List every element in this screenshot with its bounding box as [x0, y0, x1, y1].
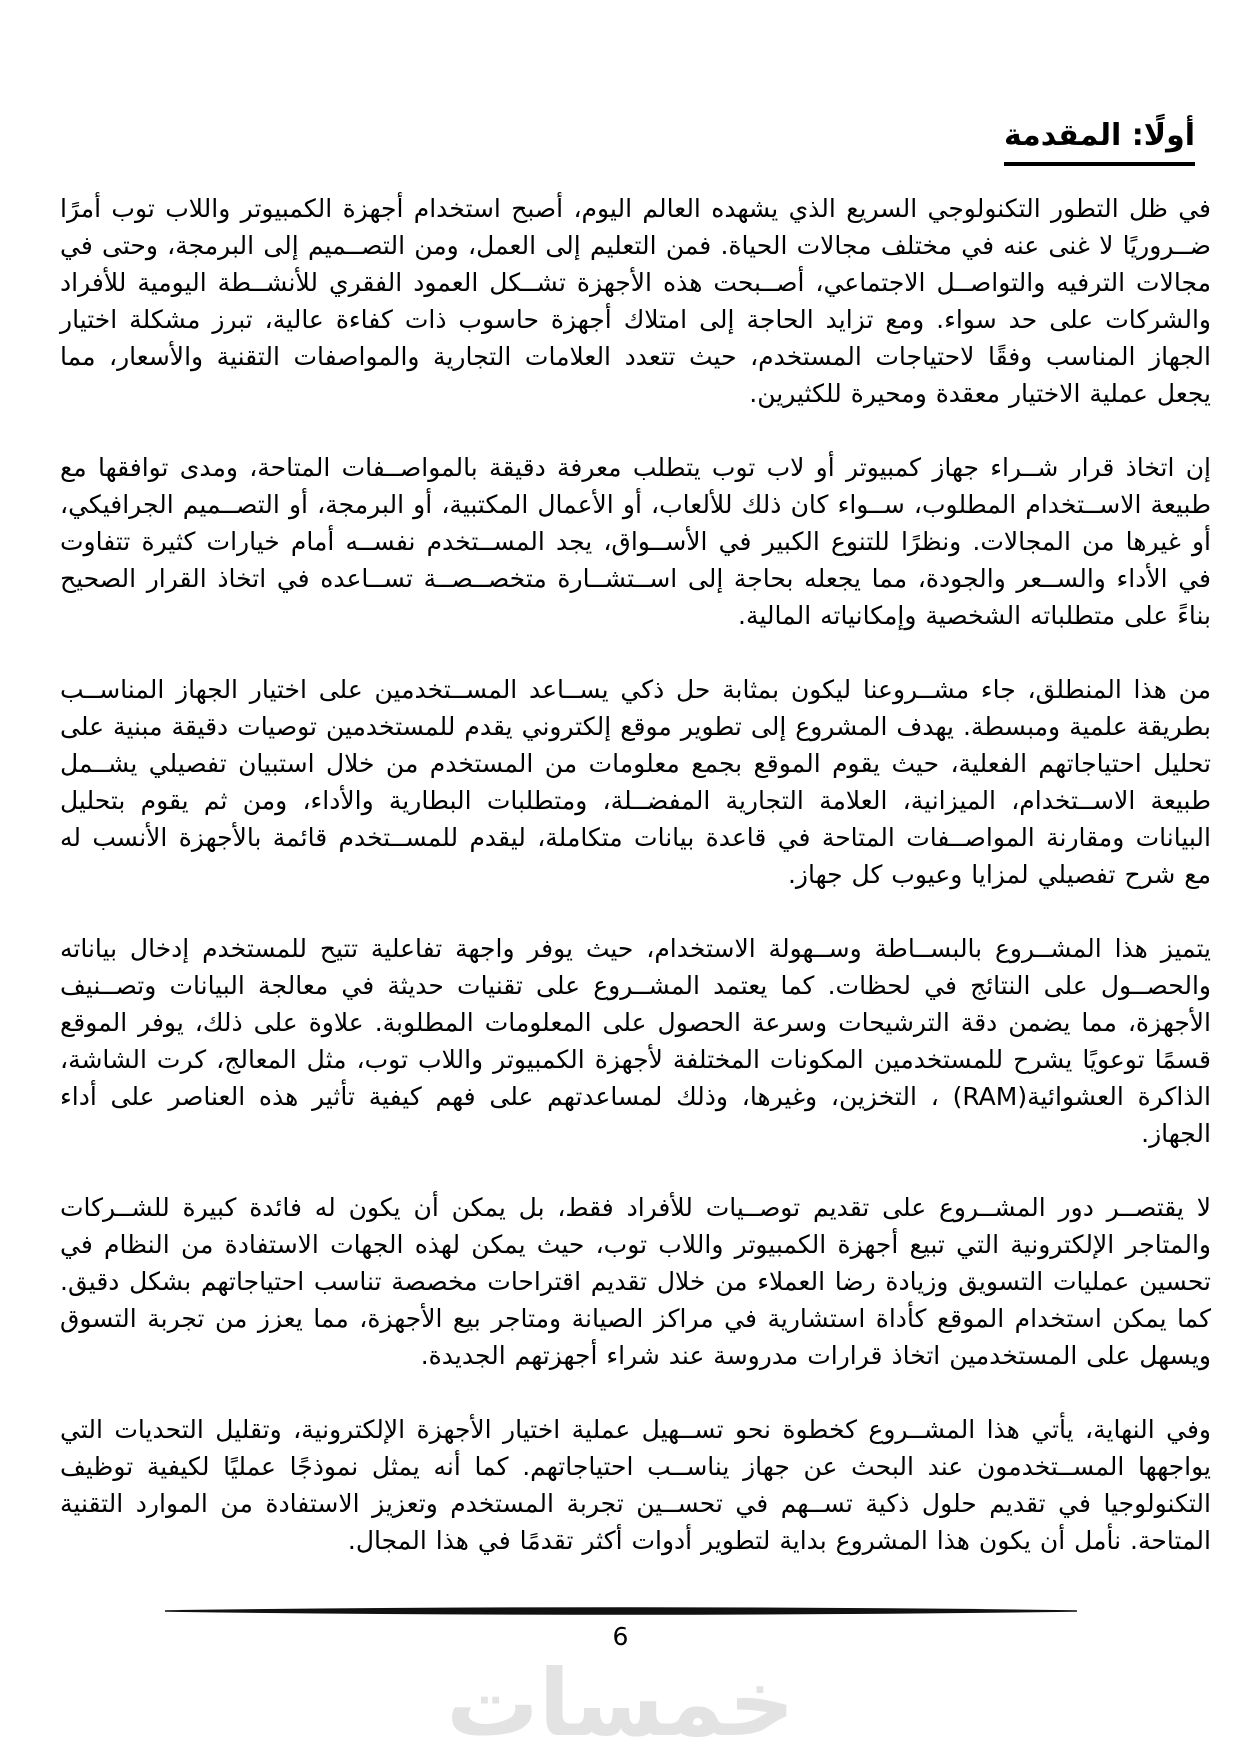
paragraph-3: من هذا المنطلق، جاء مشــروعنا ليكون بمثابة حل ذكي يســاعد المســتخدمين على اختيار الجهاز المناســب بطريقة علمية ومبسطة. يهدف المشروع إلى تطوير موقع إلكتروني يقدم للمستخدمين توصيات دقيقة مبنية على تحليل احتياجاتهم الفعلية، حيث يقوم الموقع بجمع معلومات من المستخدم من خلال استبيان تفصيلي يشــمل طبيعة الاســتخدام، الميزانية، العلامة التجارية المفضــلة، ومتطلبات البطارية والأداء، ومن ثم يقوم بتحليل البيانات ومقارنة المواصــفات المتاحة في قاعدة بيانات متكاملة، ليقدم للمســتخدم قائمة بالأجهزة الأنسب له مع شرح تفصيلي لمزايا وعيوب كل جهاز.: [60, 675, 1211, 889]
khamsat-watermark: خمسات: [446, 1650, 795, 1755]
document-body: [0, 166, 1241, 1559]
paragraph-6: وفي النهاية، يأتي هذا المشــروع كخطوة نحو تســهيل عملية اختيار الأجهزة الإلكترونية، وتقليل التحديات التي يواجهها المســتخدمون عند البحث عن جهاز يناســب احتياجاتهم. كما أنه يمثل نموذجًا عمليًا لكيفية توظيف التكنولوجيا في تقديم حلول ذكية تســهم في تحســين تجربة المستخدم وتعزيز الاستفادة من الموارد التقنية المتاحة. نأمل أن يكون هذا المشروع بداية لتطوير أدوات أكثر تقدمًا في هذا المجال.: [60, 1415, 1211, 1555]
paragraph-2: إن اتخاذ قرار شــراء جهاز كمبيوتر أو لاب توب يتطلب معرفة دقيقة بالمواصــفات المتاحة، ومدى توافقها مع طبيعة الاســتخدام المطلوب، ســواء كان ذلك للألعاب، أو الأعمال المكتبية، أو البرمجة، أو التصــميم الجرافيكي، أو غيرها من المجالات. ونظرًا للتنوع الكبير في الأســواق، يجد المســتخدم نفســه أمام خيارات كثيرة تتفاوت في الأداء والســعر والجودة، مما يجعله بحاجة إلى اســتشــارة متخصــصــة تســاعده في اتخاذ القرار الصحيح بناءً على متطلباته الشخصية وإمكانياته المالية.: [60, 453, 1211, 630]
page-number: 6: [612, 1622, 629, 1651]
footer-divider-rule: [165, 1606, 1077, 1616]
paragraph-1: في ظل التطور التكنولوجي السريع الذي يشهده العالم اليوم، أصبح استخدام أجهزة الكمبيوتر واللاب توب أمرًا ضــروريًا لا غنى عنه في مختلف مجالات الحياة. فمن التعليم إلى العمل، ومن التصــميم إلى البرمجة، وحتى في مجالات الترفيه والتواصــل الاجتماعي، أصــبحت هذه الأجهزة تشــكل العمود الفقري للأنشــطة اليومية للأفراد والشركات على حد سواء. ومع تزايد الحاجة إلى امتلاك أجهزة حاسوب ذات كفاءة عالية، تبرز مشكلة اختيار الجهاز المناسب وفقًا لاحتياجات المستخدم، حيث تتعدد العلامات التجارية والمواصفات التقنية والأسعار، مما يجعل عملية الاختيار معقدة ومحيرة للكثيرين.: [60, 194, 1211, 408]
section-heading: [0, 0, 1241, 166]
section-heading-text: أولًا: المقدمة: [1004, 116, 1195, 166]
paragraph-5: لا يقتصــر دور المشــروع على تقديم توصــيات للأفراد فقط، بل يمكن أن يكون له فائدة كبيرة للشــركات والمتاجر الإلكترونية التي تبيع أجهزة الكمبيوتر واللاب توب، حيث يمكن لهذه الجهات الاستفادة من النظام في تحسين عمليات التسويق وزيادة رضا العملاء من خلال تقديم اقتراحات مخصصة تناسب احتياجاتهم بشكل دقيق. كما يمكن استخدام الموقع كأداة استشارية في مراكز الصيانة ومتاجر بيع الأجهزة، مما يعزز من تجربة التسوق ويسهل على المستخدمين اتخاذ قرارات مدروسة عند شراء أجهزتهم الجديدة.: [60, 1193, 1211, 1370]
paragraph-4: يتميز هذا المشــروع بالبســاطة وســهولة الاستخدام، حيث يوفر واجهة تفاعلية تتيح للمستخدم إدخال بياناته والحصــول على النتائج في لحظات. كما يعتمد المشــروع على تقنيات حديثة في معالجة البيانات وتصــنيف الأجهزة، مما يضمن دقة الترشيحات وسرعة الحصول على المعلومات المطلوبة. علاوة على ذلك، يوفر الموقع قسمًا توعويًا يشرح للمستخدمين المكونات المختلفة لأجهزة الكمبيوتر واللاب توب، مثل المعالج، كرت الشاشة، الذاكرة العشوائية(RAM) ، التخزين، وغيرها، وذلك لمساعدتهم على فهم كيفية تأثير هذه العناصر على أداء الجهاز.: [60, 934, 1211, 1148]
